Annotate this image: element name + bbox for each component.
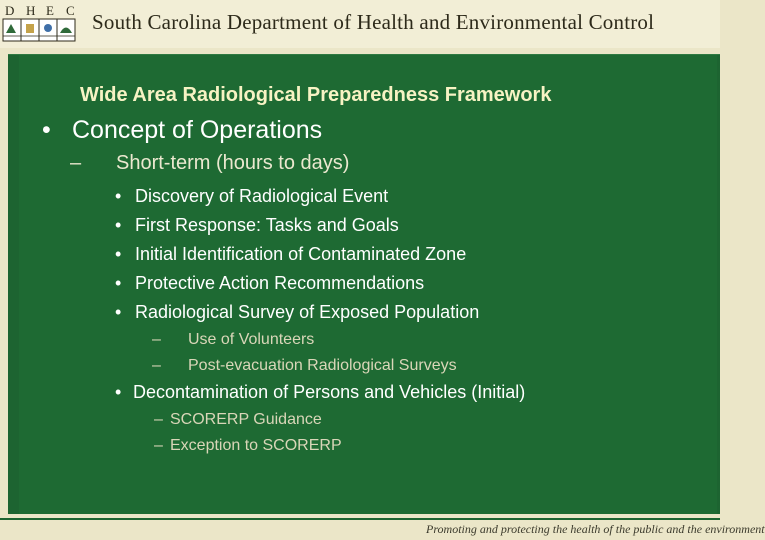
list-item [115, 244, 466, 265]
header-bar [0, 0, 720, 48]
logo-letter-h: H [26, 3, 36, 18]
survey-subitem-text: Use of Volunteers [188, 331, 315, 348]
list-item-text: Discovery of Radiological Event [135, 186, 389, 206]
main-bullet [42, 116, 322, 145]
slide-title: Wide Area Radiological Preparedness Framework [80, 84, 552, 106]
footer-tagline: Promoting and protecting the health of the public and the environment [426, 522, 765, 536]
dash-icon: – [154, 437, 163, 454]
organization-name: South Carolina Department of Health and Environmental Control [92, 10, 655, 34]
survey-subitem-text: Post-evacuation Radiological Surveys [188, 357, 457, 374]
list-item-text: Initial Identification of Contaminated Zone [135, 244, 467, 264]
list-item [115, 273, 424, 294]
bullet-icon: • [115, 302, 122, 322]
sub-heading [70, 152, 349, 175]
footer-rule [0, 518, 720, 520]
dash-icon: – [70, 152, 82, 174]
list-item-text: Protective Action Recommendations [135, 273, 425, 293]
decon-subitem-text: SCORERP Guidance [170, 411, 322, 428]
main-bullet-text: Concept of Operations [72, 116, 323, 144]
bullet-icon: • [115, 186, 122, 206]
logo-letter-d: D [5, 3, 15, 18]
bullet-icon: • [115, 273, 122, 293]
list-item [115, 302, 479, 323]
logo-letter-c: C [66, 3, 75, 18]
survey-subitem [152, 357, 457, 375]
bullet-icon: • [115, 382, 122, 402]
bullet-icon: • [115, 244, 122, 264]
sub-heading-text: Short-term (hours to days) [116, 152, 350, 174]
list-item [115, 215, 399, 236]
list-item-text: Radiological Survey of Exposed Population [135, 302, 480, 322]
bullet-icon: • [115, 215, 122, 235]
survey-subitem [152, 331, 314, 349]
decon-item [115, 382, 525, 403]
dhec-logo [2, 2, 76, 44]
logo-letter-e: E [46, 3, 54, 18]
decon-subitem [154, 411, 322, 429]
decon-subitem-text: Exception to SCORERP [170, 437, 342, 454]
dash-icon: – [154, 411, 163, 428]
dash-icon: – [152, 331, 161, 348]
bullet-icon: • [42, 116, 51, 144]
dash-icon: – [152, 357, 161, 374]
list-item-text: First Response: Tasks and Goals [135, 215, 399, 235]
list-item [115, 186, 388, 207]
decon-subitem [154, 437, 342, 455]
decon-item-text: Decontamination of Persons and Vehicles (Initial) [133, 382, 526, 402]
